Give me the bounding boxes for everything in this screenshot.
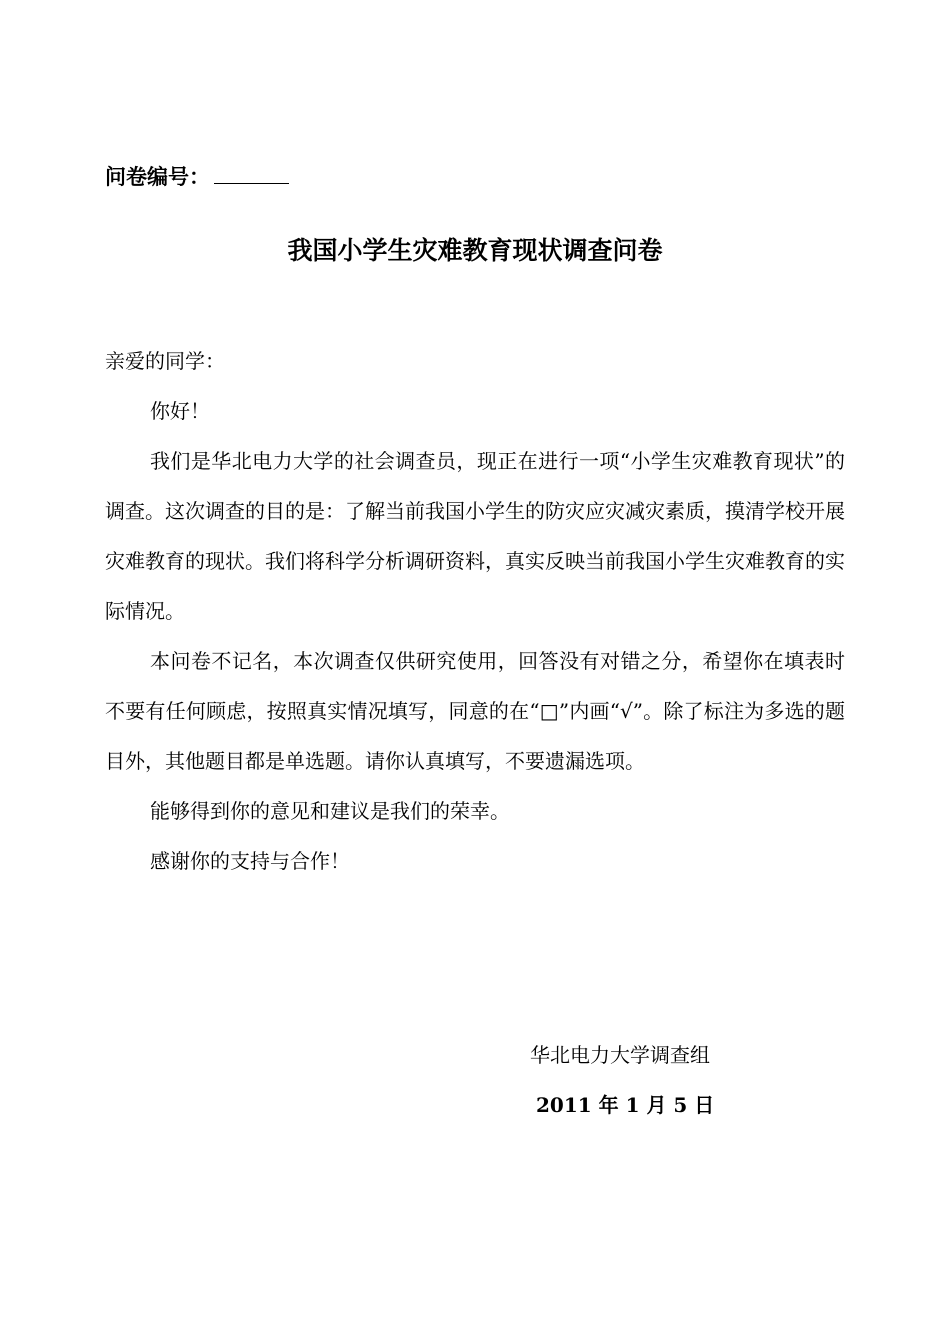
signature-organization: 华北电力大学调查组 [530, 1043, 710, 1067]
document-title: 我国小学生灾难教育现状调查问卷 [287, 236, 663, 265]
signature-date: 2011 年 1 月 5 日 [536, 1093, 715, 1117]
questionnaire-number-label: 问卷编号： [105, 164, 210, 189]
questionnaire-number [105, 162, 289, 192]
signature-block [530, 1030, 714, 1130]
paragraph-honor: 能够得到你的意见和建议是我们的荣幸。 [150, 799, 510, 823]
paragraph-hello: 你好！ [150, 399, 210, 423]
paragraph-instructions: 本问卷不记名，本次调查仅供研究使用，回答没有对错之分，希望你在填表时不要有任何顾虑，按照真实情况填写，同意的在“□”内画“√”。除了标注为多选的题目外，其他题目都是单选题。请你认真填写，不要遗漏选项。 [105, 649, 845, 773]
questionnaire-number-blank[interactable] [214, 163, 289, 184]
paragraph-introduction: 我们是华北电力大学的社会调查员，现正在进行一项“小学生灾难教育现状”的调查。这次调查的目的是：了解当前我国小学生的防灾应灾减灾素质，摸清学校开展灾难教育的现状。我们将科学分析调研资料，真实反映当前我国小学生灾难教育的实际情况。 [105, 449, 845, 623]
letter-body [105, 336, 845, 886]
paragraph-thanks: 感谢你的支持与合作！ [150, 849, 350, 873]
greeting: 亲爱的同学： [105, 349, 225, 373]
